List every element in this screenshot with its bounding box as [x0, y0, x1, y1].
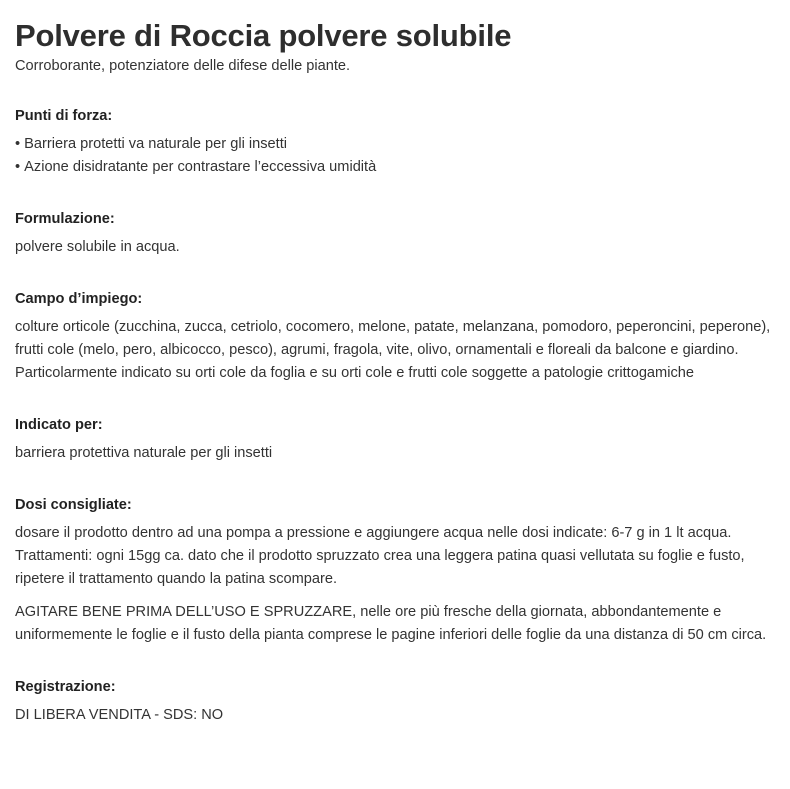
section-text-dosi-consigliate: dosare il prodotto dentro ad una pompa a pressione e aggiungere acqua nelle dosi indicate: 6-7 g in 1 lt acqua. Trattamenti: ogni 15gg ca. dato che il prodotto spruzzato crea una leggera patina quasi vellutata su foglie e fusto, ripetere il trattamento quando la patina scompare. [15, 525, 745, 587]
section-heading-dosi-consigliate: Dosi consigliate: [15, 497, 132, 513]
section-text-campo-impiego: colture orticole (zucchina, zucca, cetriolo, cocomero, melone, patate, melanzana, pomodoro, peperoncini, peperone), frutti cole (melo, pero, albicocco, pesco), agrumi, fragola, vite, olivo, ornamentali e floreali da balcone e giardino. Particolarmente indicato su orti cole da foglia e su orti cole e frutti cole soggette a patologie crittogamiche [15, 319, 771, 381]
section-heading-registrazione: Registrazione: [15, 679, 116, 695]
section-registrazione [15, 677, 776, 727]
section-heading-campo-impiego: Campo d’impiego: [15, 291, 143, 307]
section-heading-punti-di-forza: Punti di forza: [15, 108, 113, 124]
section-indicato-per [15, 415, 776, 465]
page-title: Polvere di Roccia polvere solubile [15, 18, 512, 53]
section-campo-impiego [15, 289, 776, 385]
list-item: • Azione disidratante per contrastare l’eccessiva umidità [15, 156, 776, 179]
section-heading-formulazione: Formulazione: [15, 211, 115, 227]
section-punti-di-forza [15, 106, 776, 179]
section-formulazione [15, 209, 776, 259]
section-dosi-consigliate [15, 495, 776, 647]
list-item: • Barriera protetti va naturale per gli insetti [15, 133, 776, 156]
section-text-registrazione: DI LIBERA VENDITA - SDS: NO [15, 707, 224, 723]
page-subtitle: Corroborante, potenziatore delle difese delle piante. [15, 58, 351, 74]
section-text-formulazione: polvere solubile in acqua. [15, 239, 180, 255]
section-text-indicato-per: barriera protettiva naturale per gli insetti [15, 445, 273, 461]
section-heading-indicato-per: Indicato per: [15, 417, 103, 433]
section-text-dosi-istruzioni: AGITARE BENE PRIMA DELL’USO E SPRUZZARE, nelle ore più fresche della giornata, abbondantemente e uniformemente le foglie e il fusto della pianta comprese le pagine inferiori delle foglie da una distanza di 50 cm circa. [15, 604, 767, 643]
strengths-list [15, 133, 776, 179]
